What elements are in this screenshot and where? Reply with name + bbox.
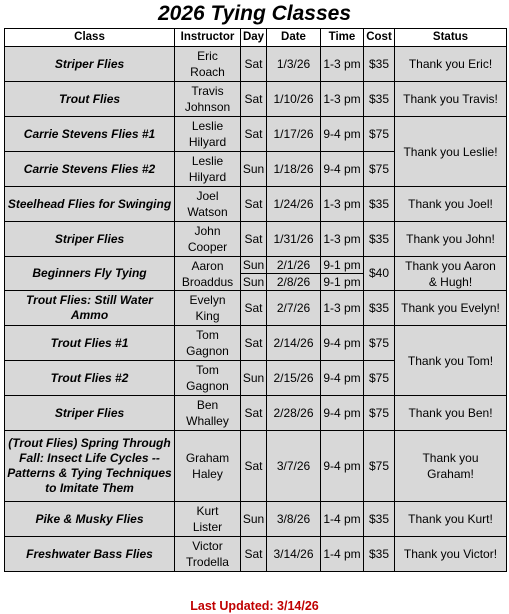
table-row [5,326,507,361]
day-cell: Sat [241,82,267,117]
time-cell: 9-1 pm [321,274,364,291]
class-cell: Striper Flies [5,396,175,431]
time-cell: 9-4 pm [321,117,364,152]
instructor-cell [175,222,241,257]
day-cell: Sat [241,396,267,431]
status-cell: Thank you Leslie! [395,117,507,187]
date-cell: 1/3/26 [267,47,321,82]
status-line: Thank you Aaron [405,258,496,273]
instructor-last: Hilyard [188,170,227,184]
cost-cell: $75 [364,396,395,431]
date-cell: 1/10/26 [267,82,321,117]
time-cell: 9-4 pm [321,326,364,361]
class-line: to Imitate Them [45,481,134,495]
instructor-first: Ben [196,398,219,412]
date-cell: 3/14/26 [267,537,321,572]
class-cell: Steelhead Flies for Swinging [5,187,175,222]
class-cell: Carrie Stevens Flies #2 [5,152,175,187]
date-cell: 2/8/26 [267,274,321,291]
instructor-first: Kurt [196,504,219,518]
instructor-cell [175,431,241,502]
class-cell: Trout Flies #1 [5,326,175,361]
time-cell: 1-3 pm [321,187,364,222]
status-cell: Thank you Joel! [395,187,507,222]
instructor-last: Johnson [184,100,231,114]
class-line: Patterns & Tying Techniques [7,466,172,480]
instructor-first: Victor [192,539,223,553]
table-row [5,396,507,431]
time-cell: 1-3 pm [321,222,364,257]
class-cell: Striper Flies [5,222,175,257]
day-cell: Sat [241,187,267,222]
date-cell: 1/17/26 [267,117,321,152]
day-cell: Sun [241,361,267,396]
status-cell: Thank you Evelyn! [395,291,507,326]
time-cell: 1-4 pm [321,502,364,537]
instructor-cell [175,187,241,222]
instructor-first: Leslie [191,119,224,133]
time-cell: 9-4 pm [321,361,364,396]
instructor-first: Aaron [191,258,224,273]
day-cell: Sun [241,502,267,537]
status-cell: Thank you Ben! [395,396,507,431]
status-cell: Thank you Travis! [395,82,507,117]
table-row [5,257,507,274]
classes-table [4,28,507,572]
day-cell: Sun [241,152,267,187]
instructor-cell [175,47,241,82]
instructor-cell [175,361,241,396]
time-cell: 1-4 pm [321,537,364,572]
page-title: 2026 Tying Classes [158,2,351,25]
cost-cell: $75 [364,431,395,502]
instructor-cell [175,257,241,291]
date-cell: 2/14/26 [267,326,321,361]
instructor-cell [175,291,241,326]
day-cell: Sat [241,117,267,152]
header-row [5,29,507,47]
cost-cell: $75 [364,326,395,361]
instructor-first: Eric [197,49,218,63]
instructor-last: Hilyard [188,135,227,149]
date-cell: 1/18/26 [267,152,321,187]
cost-cell: $35 [364,502,395,537]
class-line: (Trout Flies) Spring Through [8,436,171,450]
day-cell: Sun [241,257,267,274]
status-line: Graham! [427,467,474,481]
instructor-first: Leslie [191,154,224,168]
day-cell: Sat [241,537,267,572]
instructor-first: Evelyn [189,293,226,307]
class-cell [5,431,175,502]
col-header-time: Time [321,29,364,47]
instructor-cell [175,152,241,187]
cost-cell: $75 [364,117,395,152]
time-cell: 9-4 pm [321,431,364,502]
col-header-class: Class [5,29,175,47]
status-cell [395,431,507,502]
class-cell: Trout Flies #2 [5,361,175,396]
cost-cell: $35 [364,537,395,572]
instructor-last: King [195,309,220,323]
instructor-first: Tom [196,363,219,377]
cost-cell: $35 [364,47,395,82]
day-cell: Sat [241,222,267,257]
instructor-last: Cooper [187,240,228,254]
status-cell: Thank you Eric! [395,47,507,82]
instructor-first: Tom [196,328,219,342]
instructor-last: Watson [187,205,228,219]
instructor-last: Gagnon [186,379,229,393]
status-cell: Thank you Victor! [395,537,507,572]
last-updated-note: Last Updated: 3/14/26 [190,599,319,613]
instructor-first: Graham [185,451,230,465]
date-cell: 2/7/26 [267,291,321,326]
day-cell: Sat [241,326,267,361]
time-cell: 1-3 pm [321,82,364,117]
cost-cell: $35 [364,82,395,117]
col-header-day: Day [241,29,267,47]
table-row [5,47,507,82]
date-cell: 3/8/26 [267,502,321,537]
class-cell: Trout Flies [5,82,175,117]
date-cell: 1/24/26 [267,187,321,222]
table-row [5,537,507,572]
day-cell: Sat [241,431,267,502]
instructor-last: Lister [192,520,223,534]
col-header-instructor: Instructor [175,29,241,47]
time-cell: 9-4 pm [321,152,364,187]
table-row [5,291,507,326]
class-line: Trout Flies: Still Water [26,293,153,307]
instructor-first: Travis [191,84,224,98]
class-cell [5,291,175,326]
instructor-last: Broaddus [181,274,234,289]
cost-cell: $75 [364,152,395,187]
instructor-cell [175,502,241,537]
status-cell [395,257,507,291]
instructor-first: John [194,224,221,238]
date-cell: 2/28/26 [267,396,321,431]
instructor-cell [175,82,241,117]
class-cell: Pike & Musky Flies [5,502,175,537]
date-cell: 2/1/26 [267,257,321,274]
time-cell: 1-3 pm [321,47,364,82]
cost-cell: $40 [364,257,395,291]
class-line: Fall: Insect Life Cycles -- [19,451,160,465]
col-header-status: Status [395,29,507,47]
class-cell: Freshwater Bass Flies [5,537,175,572]
table-row [5,187,507,222]
status-line: & Hugh! [428,274,473,289]
status-cell: Thank you Tom! [395,326,507,396]
class-cell: Striper Flies [5,47,175,82]
class-cell: Beginners Fly Tying [5,257,175,291]
instructor-cell [175,117,241,152]
col-header-date: Date [267,29,321,47]
date-cell: 3/7/26 [267,431,321,502]
class-cell: Carrie Stevens Flies #1 [5,117,175,152]
instructor-last: Haley [192,467,223,481]
status-cell: Thank you John! [395,222,507,257]
class-line: Ammo [70,308,109,322]
day-cell: Sat [241,291,267,326]
instructor-last: Roach [190,65,225,79]
instructor-last: Gagnon [186,344,229,358]
instructor-cell [175,396,241,431]
table-row [5,222,507,257]
table-row [5,431,507,502]
cost-cell: $35 [364,187,395,222]
status-line: Thank you [422,451,479,465]
cost-cell: $35 [364,222,395,257]
time-cell: 9-4 pm [321,396,364,431]
instructor-last: Trodella [186,555,229,569]
col-header-cost: Cost [364,29,395,47]
instructor-cell [175,537,241,572]
time-cell: 1-3 pm [321,291,364,326]
date-cell: 1/31/26 [267,222,321,257]
day-cell: Sat [241,47,267,82]
cost-cell: $75 [364,361,395,396]
instructor-last: Whalley [186,414,229,428]
date-cell: 2/15/26 [267,361,321,396]
table-row [5,82,507,117]
table-row [5,502,507,537]
instructor-cell [175,326,241,361]
time-cell: 9-1 pm [321,257,364,274]
day-cell: Sun [241,274,267,291]
status-cell: Thank you Kurt! [395,502,507,537]
table-row [5,117,507,152]
instructor-first: Joel [196,189,219,203]
cost-cell: $35 [364,291,395,326]
